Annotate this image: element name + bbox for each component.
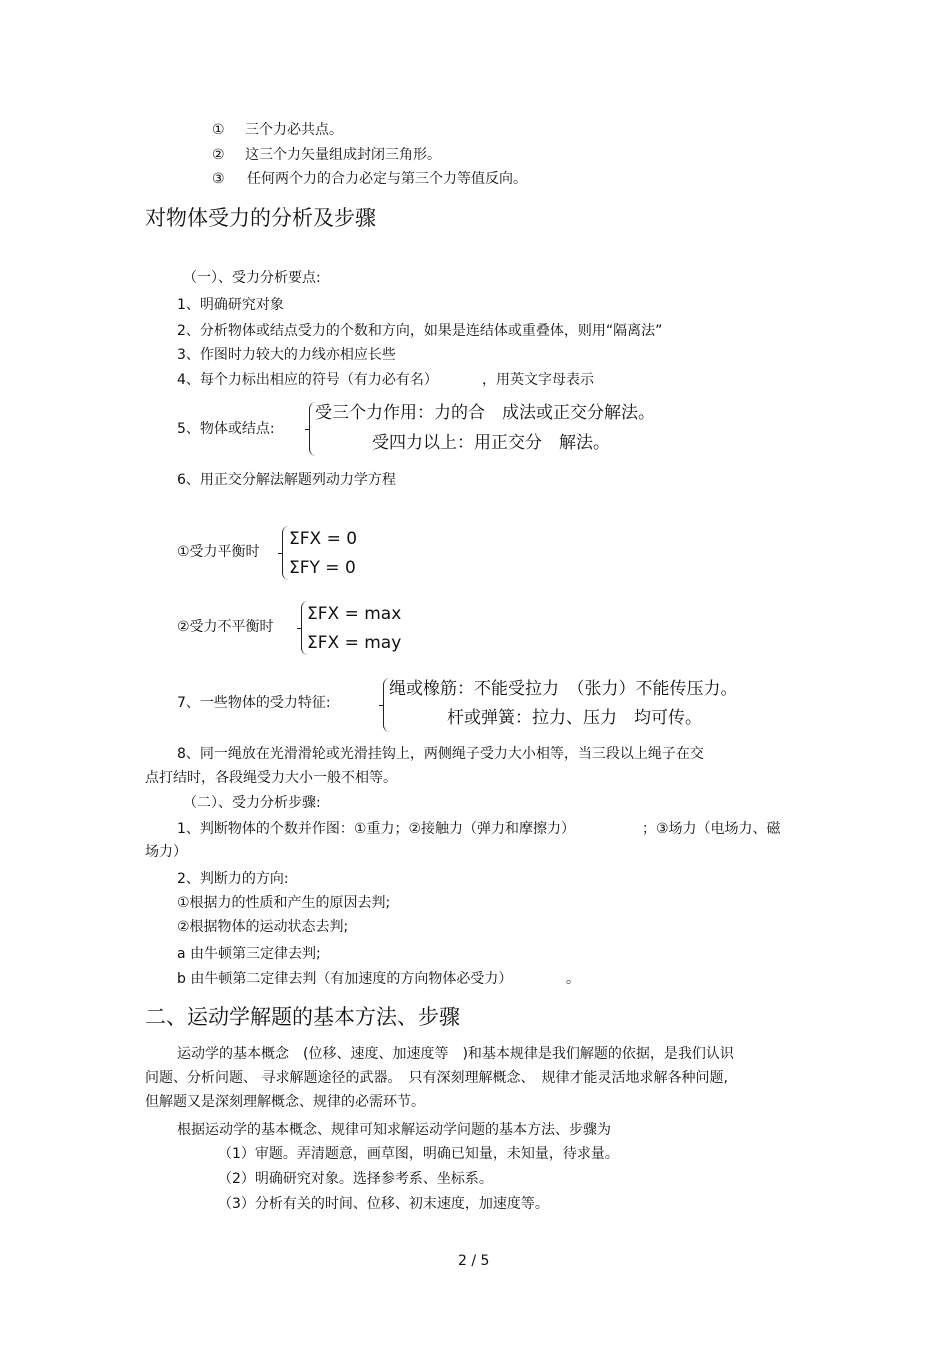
point-5-label: 5、物体或结点: xyxy=(177,421,275,437)
unbalance-label: ②受力不平衡时 xyxy=(177,619,274,635)
balance-eq-2: ΣFY = 0 xyxy=(289,558,356,578)
para-1-line-3: 但解题又是深刻理解概念、规律的必需环节。 xyxy=(145,1094,425,1110)
step-2-d: b 由牛顿第二定律去判（有加速度的方向物体必受力） xyxy=(177,971,513,987)
point-7-label: 7、一些物体的受力特征: xyxy=(177,695,331,711)
condition-num-2: ② xyxy=(212,147,225,163)
step-1-line-1: 1、判断物体的个数并作图：①重力；②接触力（弹力和摩擦力） xyxy=(177,821,576,837)
para-1-line-1: 运动学的基本概念 (位移、速度、加速度等 )和基本规律是我们解题的依据，是我们认识 xyxy=(177,1046,734,1062)
condition-num-3: ③ xyxy=(212,171,225,187)
point-4-suffix: ，用英文字母表示 xyxy=(482,372,594,388)
para-1-line-2: 问题、分析问题、 寻求解题途径的武器。 只有深刻理解概念、 规律才能灵活地求解各种问题, xyxy=(145,1070,728,1086)
unbalance-eq-2: ΣFX = may xyxy=(307,633,402,653)
point-3: 3、作图时力较大的力线亦相应长些 xyxy=(177,347,396,363)
section1-title: 对物体受力的分析及步骤 xyxy=(145,206,376,230)
condition-num-1: ① xyxy=(212,122,225,138)
condition-text-3: 任何两个力的合力必定与第三个力等值反向。 xyxy=(247,171,527,187)
method-step-3: （3）分析有关的时间、位移、初末速度，加速度等。 xyxy=(218,1196,549,1212)
part1-heading: （一）、受力分析要点: xyxy=(183,270,321,286)
balance-eq-1: ΣFX = 0 xyxy=(289,529,358,549)
point-4: 4、每个力标出相应的符号（有力必有名） xyxy=(177,372,438,388)
step-2-a: ①根据力的性质和产生的原因去判; xyxy=(177,895,391,911)
point-8-line-1: 8、同一绳放在光滑滑轮或光滑挂钩上，两侧绳子受力大小相等，当三段以上绳子在交 xyxy=(177,746,704,762)
point-5-line-2: 受四力以上：用正交分 解法。 xyxy=(372,433,610,453)
method-step-1: （1）审题。弄清题意，画草图，明确已知量，未知量，待求量。 xyxy=(218,1146,619,1162)
page-number: 2 / 5 xyxy=(458,1253,490,1269)
step-2-d-suffix: 。 xyxy=(566,971,580,987)
point-5-line-1: 受三个力作用：力的合 成法或正交分解法。 xyxy=(315,403,655,423)
point-2: 2、分析物体或结点受力的个数和方向，如果是连结体或重叠体，则用“隔离法” xyxy=(177,323,663,339)
condition-text-2: 这三个力矢量组成封闭三角形。 xyxy=(245,147,441,163)
part2-heading: （二）、受力分析步骤: xyxy=(183,795,321,811)
step-1-line-1-suffix: ；③场力（电场力、磁 xyxy=(642,821,781,837)
unbalance-eq-1: ΣFX = max xyxy=(307,604,402,624)
balance-label: ①受力平衡时 xyxy=(177,544,260,560)
step-2-c: a 由牛顿第三定律去判; xyxy=(177,946,321,962)
brace-balance xyxy=(282,526,289,580)
point-8-line-2: 点打结时，各段绳受力大小一般不相等。 xyxy=(145,770,397,786)
para-2: 根据运动学的基本概念、规律可知求解运动学问题的基本方法、步骤为 xyxy=(177,1122,611,1138)
condition-text-1: 三个力必共点。 xyxy=(245,122,343,138)
step-1-line-2: 场力） xyxy=(145,844,187,860)
step-2-b: ②根据物体的运动状态去判; xyxy=(177,919,349,935)
section2-title: 二、运动学解题的基本方法、步骤 xyxy=(145,1005,460,1029)
method-step-2: （2）明确研究对象。选择参考系、坐标系。 xyxy=(218,1171,493,1187)
point-7-line-1: 绳或橡筋：不能受拉力 （张力）不能传压力。 xyxy=(389,679,738,699)
point-6: 6、用正交分解法解题列动力学方程 xyxy=(177,472,396,488)
point-7-line-2: 杆或弹簧：拉力、压力 均可传。 xyxy=(447,708,702,728)
point-1: 1、明确研究对象 xyxy=(177,297,284,313)
step-2: 2、判断力的方向: xyxy=(177,871,289,887)
